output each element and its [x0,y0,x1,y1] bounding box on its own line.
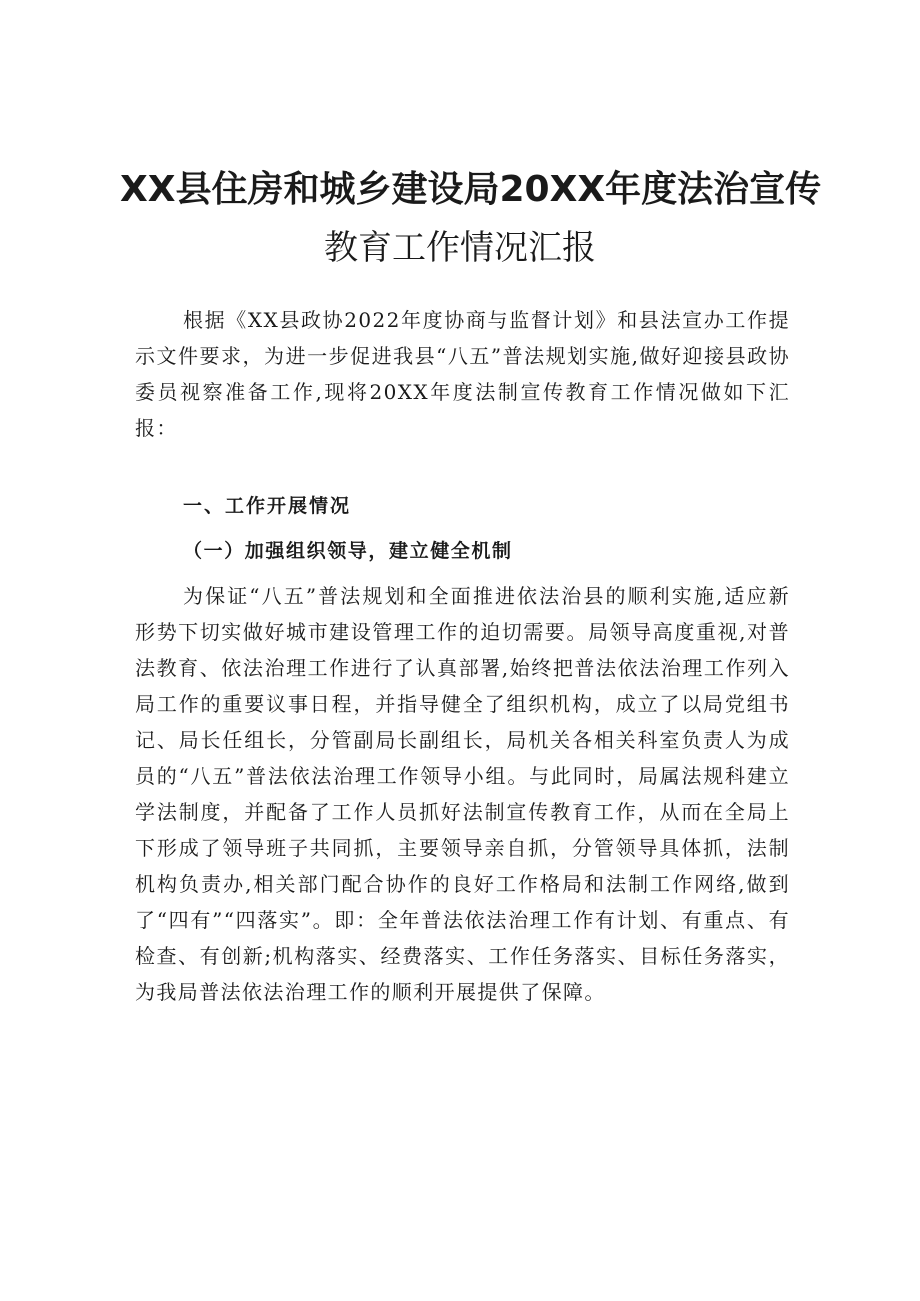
subsection-heading: （一）加强组织领导，建立健全机制 [183,540,513,562]
document-title-line2: 教育工作情况汇报 [324,228,596,268]
document-title-line1: XX县住房和城乡建设局20XX年度法治宣传 [120,169,822,210]
section-heading: 一、工作开展情况 [183,495,352,517]
body-paragraph: 为保证“八五”普法规划和全面推进依法治县的顺利实施,适应新形势下切实做好城市建设管理工作的迫切需要。局领导高度重视,对普法教育、依法治理工作进行了认真部署,始终把普法依法治理工作列入局工作的重要议事日程，并指导健全了组织机构，成立了以局党组书记、局长任组长，分管副局长副组长，局机关各相关科室负责人为成员的“八五”普法依法治理工作领导小组。与此同时，局属法规科建立学法制度，并配备了工作人员抓好法制宣传教育工作，从而在全局上下形成了领导班子共同抓，主要领导亲自抓，分管领导具体抓，法制机构负责办,相关部门配合协作的良好工作格局和法制工作网络,做到了“四有”“四落实”。即：全年普法依法治理工作有计划、有重点、有检查、有创新;机构落实、经费落实、工作任务落实、目标任务落实，为我局普法依法治理工作的顺利开展提供了保障。 [135,584,790,1004]
intro-paragraph: 根据《XX县政协2022年度协商与监督计划》和县法宣办工作提示文件要求，为进一步促进我县“八五”普法规划实施,做好迎接县政协委员视察准备工作,现将20XX年度法制宣传教育工作情况做如下汇报： [135,308,790,440]
